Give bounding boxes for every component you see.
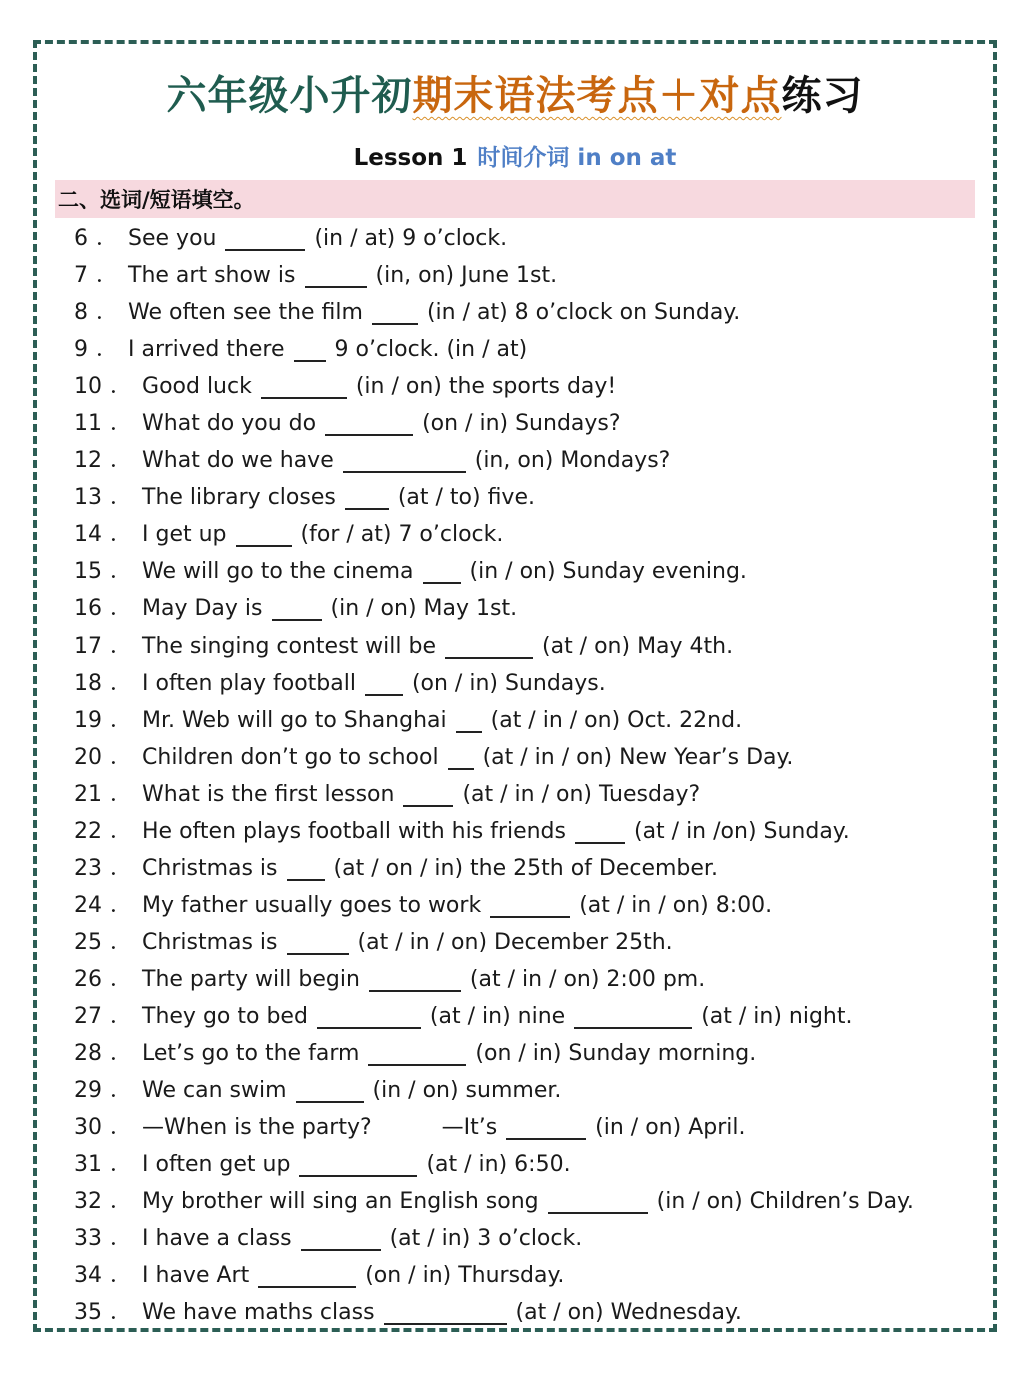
question-text: (for / at) 7 o’clock. [300, 522, 504, 548]
question-number: 22 [74, 818, 102, 844]
question-item [74, 479, 984, 516]
answer-blank[interactable] [305, 286, 367, 288]
answer-blank[interactable] [225, 249, 305, 251]
question-text: I get up [142, 522, 227, 548]
question-item [74, 516, 984, 553]
title-part-2: 期末语法考点＋对点 [412, 73, 782, 119]
question-text: (on / in) Sundays? [422, 411, 621, 437]
question-text: The party will begin [142, 966, 360, 992]
answer-blank[interactable] [261, 397, 347, 399]
question-text: The library closes [142, 485, 336, 511]
question-separator: ． [110, 929, 133, 955]
answer-blank[interactable] [574, 1027, 692, 1029]
question-item [74, 1109, 984, 1146]
question-separator: ． [110, 1152, 133, 1178]
question-text: See you [128, 226, 217, 251]
question-text: (at / in /on) Sunday. [633, 818, 850, 844]
question-separator: ． [110, 1300, 133, 1326]
question-separator: ． [110, 485, 133, 511]
question-item [74, 998, 984, 1035]
question-text: (in / on) summer. [372, 1078, 562, 1104]
answer-blank[interactable] [403, 805, 453, 807]
question-text: (in / on) April. [595, 1115, 746, 1141]
question-separator: ． [110, 966, 133, 992]
question-number: 8 [74, 300, 88, 326]
question-text: (at / on) Wednesday. [515, 1300, 742, 1326]
question-number: 23 [74, 855, 102, 881]
answer-blank[interactable] [343, 471, 466, 473]
question-number: 26 [74, 966, 102, 992]
question-item [74, 1257, 984, 1294]
question-item [74, 553, 984, 590]
question-text: (at / in / on) 2:00 pm. [469, 966, 706, 992]
question-number: 16 [74, 596, 102, 622]
question-number: 25 [74, 929, 102, 955]
question-item [74, 850, 984, 887]
answer-blank[interactable] [548, 1212, 648, 1214]
lesson-subtitle [0, 141, 1030, 175]
question-item [74, 1183, 984, 1220]
question-text: (at / in / on) Oct. 22nd. [490, 707, 743, 733]
answer-blank[interactable] [236, 545, 292, 547]
question-text: We will go to the cinema [142, 559, 414, 585]
question-text: (at / in) night. [701, 1003, 853, 1029]
question-separator: ． [110, 633, 133, 659]
question-item [74, 368, 984, 405]
question-number: 28 [74, 1041, 102, 1067]
question-item [74, 924, 984, 961]
question-item [74, 702, 984, 739]
question-text: My father usually goes to work [142, 892, 482, 918]
question-number: 30 [74, 1115, 102, 1141]
question-separator: ． [110, 1263, 133, 1289]
question-text: (at / in / on) New Year’s Day. [482, 744, 794, 770]
question-number: 35 [74, 1300, 102, 1326]
answer-blank[interactable] [294, 360, 326, 362]
question-text: We have maths class [142, 1300, 375, 1326]
answer-blank[interactable] [506, 1138, 586, 1140]
question-text: I often get up [142, 1152, 291, 1178]
question-item [74, 220, 984, 257]
question-separator: ． [110, 1226, 133, 1252]
question-item [74, 1035, 984, 1072]
answer-blank[interactable] [287, 953, 349, 955]
answer-blank[interactable] [423, 582, 461, 584]
question-number: 19 [74, 707, 102, 733]
question-separator: ． [110, 1189, 133, 1215]
question-number: 10 [74, 374, 102, 400]
question-text: —When is the party? —It’s [142, 1115, 498, 1141]
question-text: (at / in) 3 o’clock. [389, 1226, 583, 1252]
answer-blank[interactable] [575, 842, 625, 844]
answer-blank[interactable] [258, 1286, 356, 1288]
question-text: (in / at) 9 o’clock. [314, 226, 508, 251]
question-text: Christmas is [142, 855, 278, 881]
question-separator: ． [96, 337, 119, 363]
question-separator: ． [110, 374, 133, 400]
question-item [74, 739, 984, 776]
question-number: 12 [74, 448, 102, 474]
question-number: 32 [74, 1189, 102, 1215]
question-number: 13 [74, 485, 102, 511]
answer-blank[interactable] [456, 731, 482, 733]
question-text: He often plays football with his friends [142, 818, 566, 844]
question-number: 29 [74, 1078, 102, 1104]
question-text: The singing contest will be [142, 633, 436, 659]
question-number: 11 [74, 411, 102, 437]
question-item [74, 1294, 984, 1331]
question-number: 20 [74, 744, 102, 770]
question-separator: ． [96, 300, 119, 326]
question-number: 7 [74, 263, 88, 289]
question-separator: ． [110, 707, 133, 733]
answer-blank[interactable] [490, 916, 570, 918]
question-item [74, 813, 984, 850]
question-text: Children don’t go to school [142, 744, 439, 770]
question-separator: ． [110, 1041, 133, 1067]
question-text: May Day is [142, 596, 263, 622]
question-text: I arrived there [128, 337, 285, 363]
question-number: 24 [74, 892, 102, 918]
question-number: 31 [74, 1152, 102, 1178]
question-text: (on / in) Thursday. [365, 1263, 565, 1289]
question-number: 6 [74, 226, 88, 251]
question-separator: ． [110, 1115, 133, 1141]
question-number: 33 [74, 1226, 102, 1252]
answer-blank[interactable] [368, 1064, 466, 1066]
answer-blank[interactable] [345, 508, 389, 510]
answer-blank[interactable] [317, 1027, 421, 1029]
question-text: (in, on) Mondays? [474, 448, 671, 474]
answer-blank[interactable] [325, 434, 413, 436]
question-item [74, 1146, 984, 1183]
question-text: (at / in / on) Tuesday? [462, 781, 701, 807]
question-separator: ． [110, 855, 133, 881]
question-number: 15 [74, 559, 102, 585]
question-item [74, 776, 984, 813]
question-text: (in / at) 8 o’clock on Sunday. [426, 300, 741, 326]
question-item [74, 887, 984, 924]
question-separator: ． [110, 559, 133, 585]
question-text: (at / in) nine [429, 1003, 566, 1029]
question-text: (on / in) Sunday morning. [475, 1041, 757, 1067]
answer-blank[interactable] [272, 619, 322, 621]
question-item [74, 442, 984, 479]
question-separator: ． [110, 818, 133, 844]
question-item [74, 294, 984, 331]
question-text: We often see the film [128, 300, 363, 326]
question-item [74, 590, 984, 627]
question-number: 14 [74, 522, 102, 548]
question-item [74, 628, 984, 665]
question-text: (in / on) Sunday evening. [469, 559, 747, 585]
question-separator: ． [110, 411, 133, 437]
question-separator: ． [110, 448, 133, 474]
answer-blank[interactable] [372, 323, 418, 325]
question-text: I have Art [142, 1263, 250, 1289]
question-item [74, 665, 984, 702]
question-text: (in / on) Children’s Day. [656, 1189, 914, 1215]
answer-blank[interactable] [287, 879, 325, 881]
answer-blank[interactable] [296, 1101, 364, 1103]
section-title: 二、选词/短语填空。 [58, 188, 255, 212]
question-separator: ． [110, 892, 133, 918]
question-text: (in, on) June 1st. [375, 263, 558, 289]
section-header [55, 180, 975, 218]
question-text: (at / in / on) December 25th. [357, 929, 673, 955]
question-list [74, 220, 984, 1331]
question-number: 21 [74, 781, 102, 807]
question-text: We can swim [142, 1078, 287, 1104]
question-separator: ． [110, 670, 133, 696]
question-text: (in / on) the sports day! [355, 374, 617, 400]
lesson-label: Lesson 1 [353, 145, 468, 171]
question-text: 9 o’clock. (in / at) [334, 337, 528, 363]
answer-blank[interactable] [448, 768, 474, 770]
question-number: 34 [74, 1263, 102, 1289]
answer-blank[interactable] [299, 1175, 417, 1177]
question-item [74, 405, 984, 442]
question-item [74, 257, 984, 294]
answer-blank[interactable] [384, 1323, 507, 1325]
question-separator: ． [110, 596, 133, 622]
question-text: They go to bed [142, 1003, 308, 1029]
question-text: The art show is [128, 263, 296, 289]
question-number: 9 [74, 337, 88, 363]
question-separator: ． [110, 1003, 133, 1029]
answer-blank[interactable] [445, 657, 533, 659]
question-text: What do you do [142, 411, 317, 437]
question-item [74, 331, 984, 368]
question-number: 17 [74, 633, 102, 659]
question-text: (at / on / in) the 25th of December. [333, 855, 718, 881]
page-title [0, 66, 1030, 126]
answer-blank[interactable] [369, 990, 461, 992]
question-text: What do we have [142, 448, 334, 474]
question-item [74, 1072, 984, 1109]
question-text: Good luck [142, 374, 252, 400]
question-text: My brother will sing an English song [142, 1189, 539, 1215]
question-separator: ． [110, 781, 133, 807]
question-text: (at / in / on) 8:00. [579, 892, 773, 918]
question-item [74, 1220, 984, 1257]
question-item [74, 961, 984, 998]
question-separator: ． [96, 226, 119, 251]
question-text: Christmas is [142, 929, 278, 955]
question-text: (at / to) five. [397, 485, 535, 511]
title-part-3: 练习 [781, 73, 864, 119]
question-number: 27 [74, 1003, 102, 1029]
question-text: Mr. Web will go to Shanghai [142, 707, 447, 733]
question-text: What is the first lesson [142, 781, 395, 807]
answer-blank[interactable] [301, 1249, 381, 1251]
question-text: (at / in) 6:50. [426, 1152, 571, 1178]
title-part-1: 六年级小升初 [166, 73, 413, 119]
question-text: (at / on) May 4th. [542, 633, 734, 659]
question-text: I often play football [142, 670, 356, 696]
question-text: (in / on) May 1st. [330, 596, 518, 622]
lesson-topic: 时间介词 in on at [477, 145, 677, 171]
question-separator: ． [96, 263, 119, 289]
answer-blank[interactable] [365, 694, 403, 696]
question-separator: ． [110, 522, 133, 548]
question-number: 18 [74, 670, 102, 696]
question-text: (on / in) Sundays. [411, 670, 606, 696]
question-separator: ． [110, 744, 133, 770]
question-text: Let’s go to the farm [142, 1041, 360, 1067]
question-text: I have a class [142, 1226, 292, 1252]
question-separator: ． [110, 1078, 133, 1104]
